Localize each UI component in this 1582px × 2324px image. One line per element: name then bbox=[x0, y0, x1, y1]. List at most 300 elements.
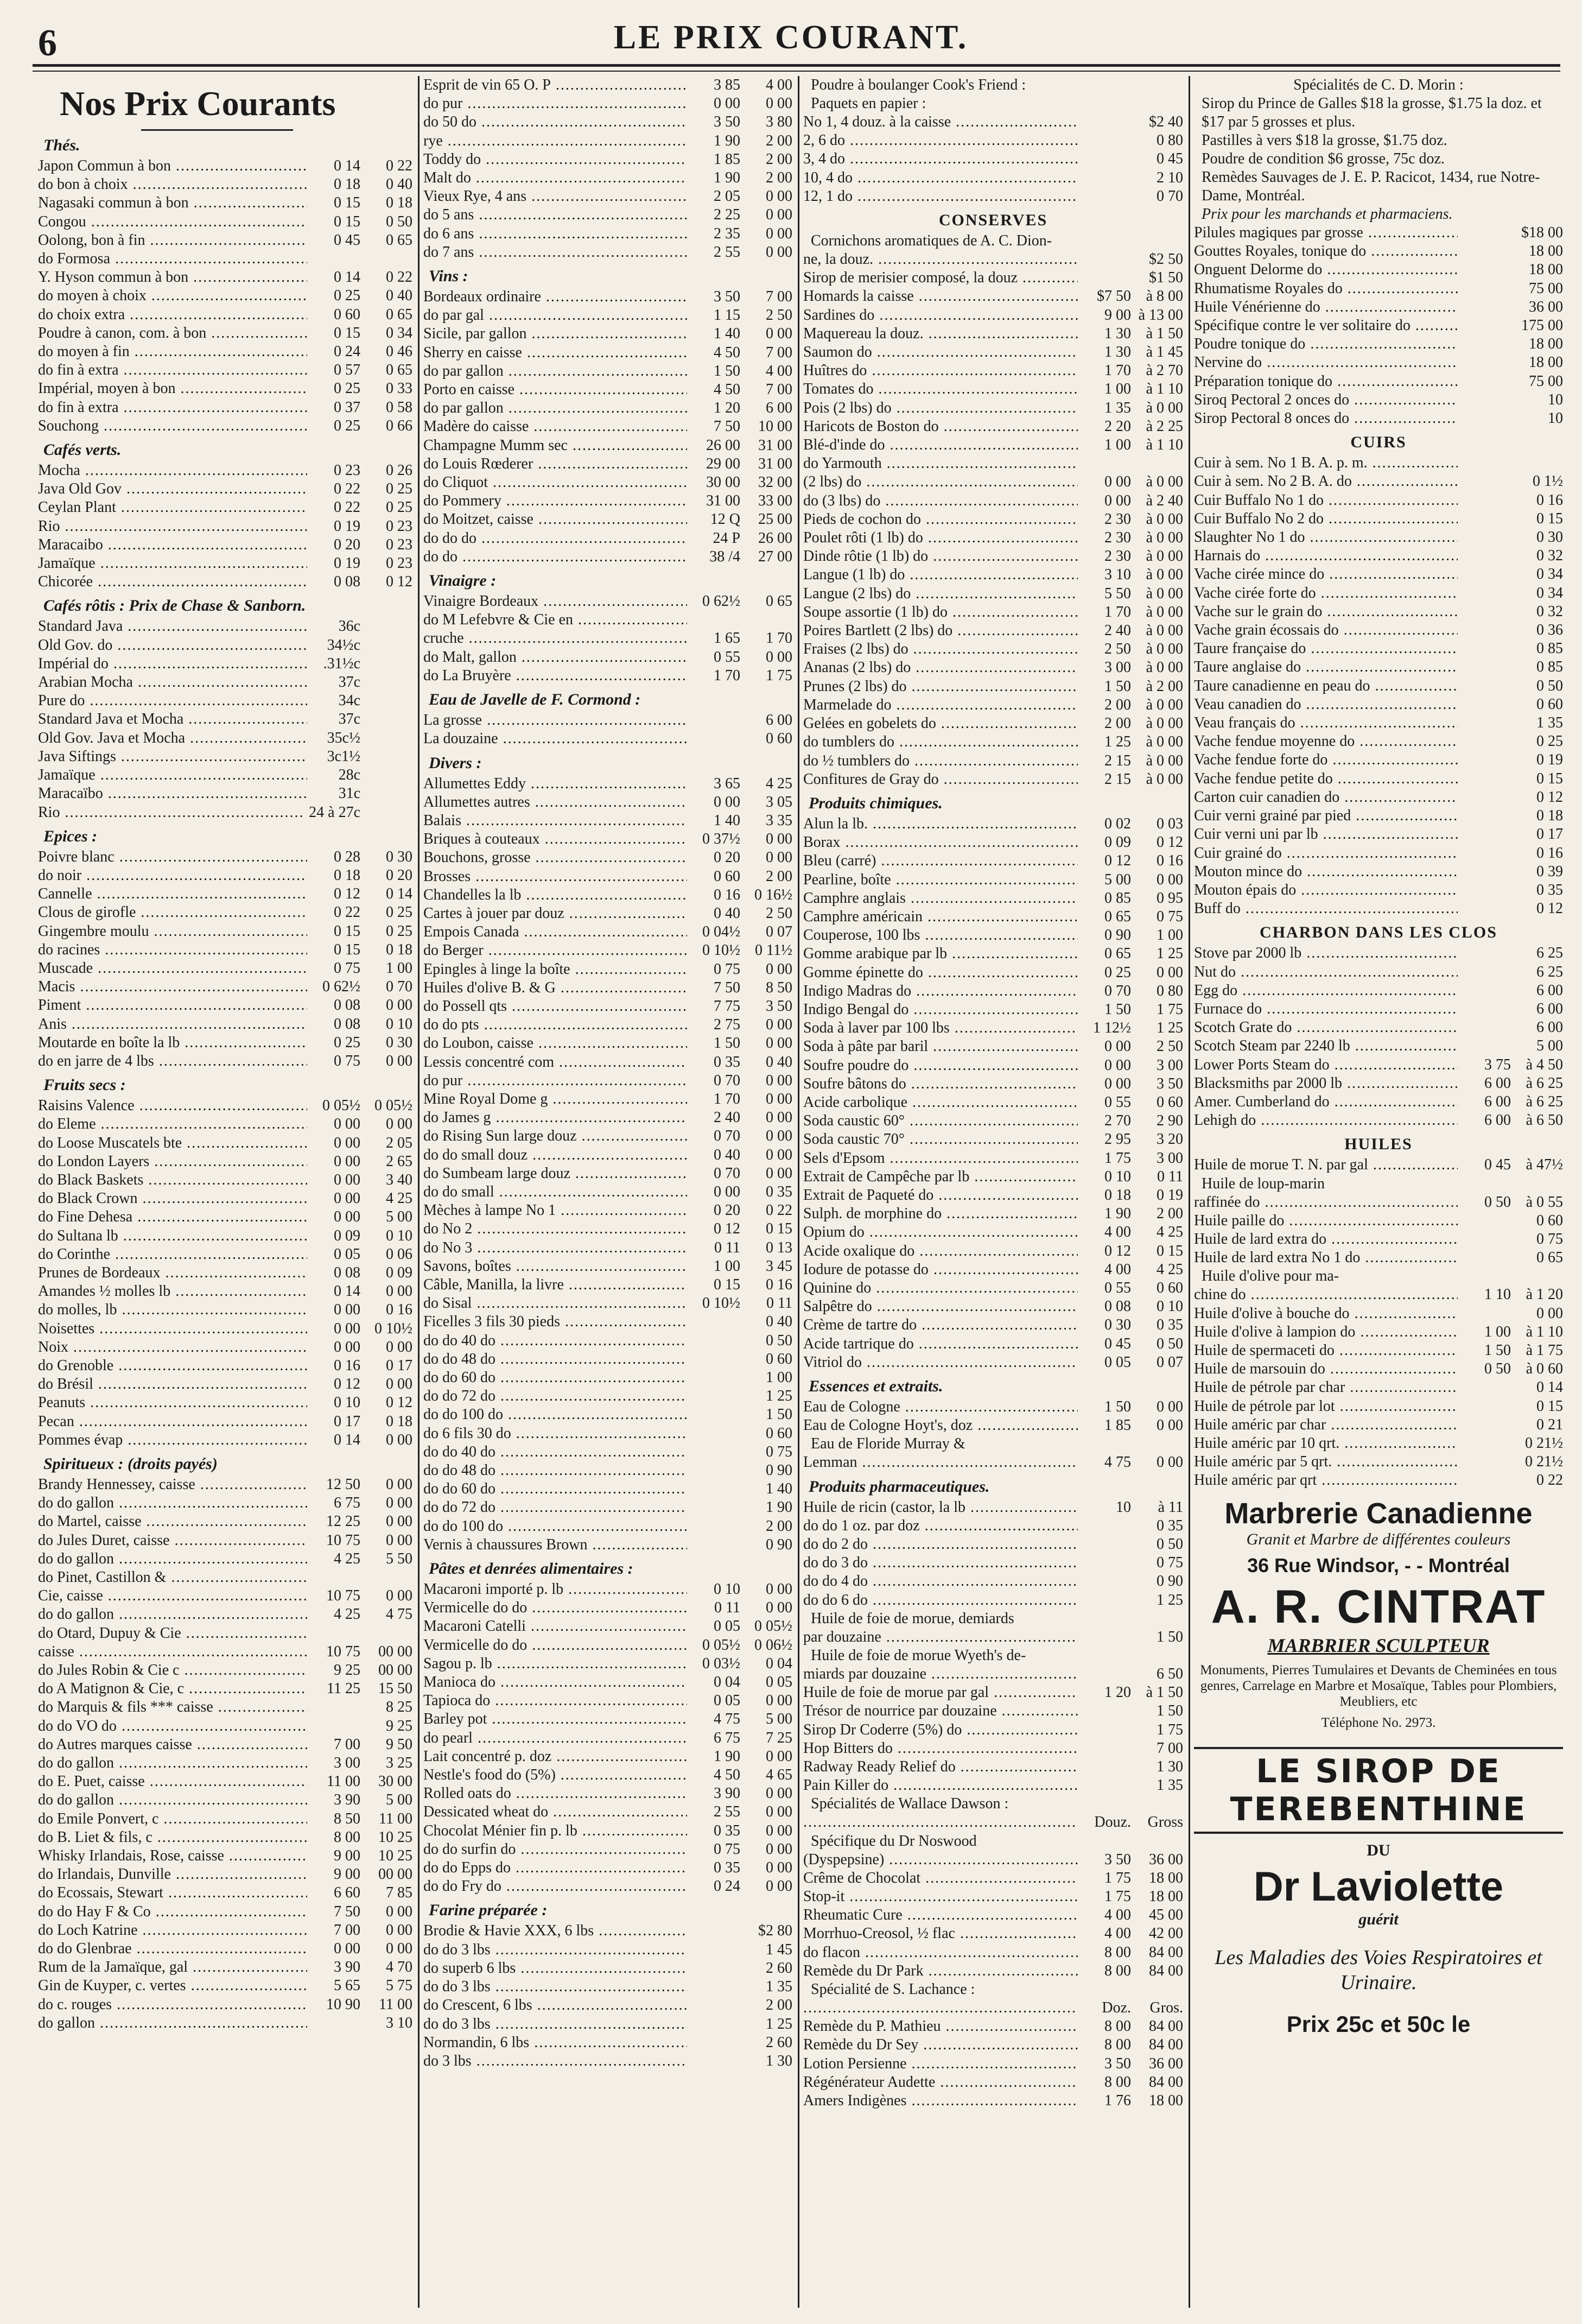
item-label: do No 3 ..... bbox=[423, 1239, 687, 1257]
price-row bbox=[1194, 963, 1563, 981]
item-label: Salpêtre do ..... bbox=[803, 1297, 1078, 1316]
item-label: do Brésil ..... bbox=[38, 1375, 307, 1394]
item-label: Prunes de Bordeaux ..... bbox=[38, 1264, 307, 1282]
price-row bbox=[423, 436, 792, 455]
price-row bbox=[38, 1394, 412, 1412]
price-row bbox=[423, 1729, 792, 1747]
price-row bbox=[1194, 1249, 1563, 1267]
price-row bbox=[803, 908, 1183, 926]
price-low: 34c bbox=[307, 692, 360, 710]
price-row bbox=[38, 1736, 412, 1754]
price-low: 1 20 bbox=[687, 399, 740, 417]
item-label: Vinaigre Bordeaux ..... bbox=[423, 592, 687, 611]
price-row bbox=[38, 866, 412, 885]
item-label: do do pts ..... bbox=[423, 1016, 687, 1034]
price-high: 0 21½ bbox=[1525, 1453, 1563, 1471]
price-high: 7 00 bbox=[766, 381, 792, 398]
price-high: 3 20 bbox=[1157, 1131, 1183, 1148]
item-label: Lait concentré p. doz ..... bbox=[423, 1747, 687, 1766]
price-low: 0 70 bbox=[1078, 982, 1131, 1000]
price-row bbox=[803, 1130, 1183, 1149]
price-high: 9 25 bbox=[386, 1717, 412, 1734]
item-label: Lower Ports Steam do ..... bbox=[1194, 1056, 1458, 1074]
item-label: Huile de pétrole par lot ..... bbox=[1194, 1397, 1458, 1416]
price-row bbox=[423, 455, 792, 473]
price-row bbox=[423, 1016, 792, 1034]
price-row bbox=[423, 648, 792, 667]
item-label: Vache cirée mince do ..... bbox=[1194, 565, 1458, 584]
price-high: 0 35 bbox=[1157, 1316, 1183, 1334]
item-label: Huile Vénérienne do ..... bbox=[1194, 298, 1458, 316]
item-label: Huile améric par 5 qrt. ..... bbox=[1194, 1453, 1458, 1471]
price-high: 2 50 bbox=[766, 904, 792, 922]
price-low: 3 10 bbox=[1078, 566, 1131, 584]
price-row bbox=[38, 1717, 412, 1736]
price-row bbox=[803, 1721, 1183, 1739]
price-row bbox=[38, 729, 412, 748]
price-high: à 0 00 bbox=[1146, 566, 1183, 584]
price-high: 0 10½ bbox=[374, 1320, 412, 1337]
item-label: do E. Puet, caisse ..... bbox=[38, 1772, 307, 1791]
price-row bbox=[803, 566, 1183, 584]
price-high: à 2 70 bbox=[1146, 362, 1183, 379]
item-label: do do 100 do ..... bbox=[423, 1405, 687, 1424]
price-row bbox=[38, 1152, 412, 1171]
item-label: do do 3 lbs ..... bbox=[423, 2015, 687, 2034]
item-label: do Emile Ponvert, c ..... bbox=[38, 1810, 307, 1828]
price-row bbox=[803, 945, 1183, 963]
item-label: Huile améric par qrt ..... bbox=[1194, 1471, 1458, 1490]
price-row bbox=[423, 1276, 792, 1294]
item-label: Mocha ..... bbox=[38, 461, 307, 480]
price-low: 10 90 bbox=[307, 1996, 360, 2014]
price-row bbox=[423, 150, 792, 169]
price-high: 6 25 bbox=[1536, 945, 1563, 962]
price-row bbox=[1194, 1305, 1563, 1323]
price-high: 84 00 bbox=[1149, 1943, 1183, 1961]
note-text: Spécialités de C. D. Morin : bbox=[1293, 77, 1464, 93]
price-row bbox=[423, 2034, 792, 2052]
item-label: miards par douzaine ..... bbox=[803, 1665, 1078, 1683]
item-label: Egg do ..... bbox=[1194, 981, 1458, 1000]
price-high: 0 03 bbox=[1157, 815, 1183, 832]
price-low: 0 12 bbox=[307, 1375, 360, 1394]
price-low: 1 50 bbox=[687, 1034, 740, 1053]
item-label: Saumon do ..... bbox=[803, 343, 1078, 362]
price-low: 7 50 bbox=[307, 1903, 360, 1921]
item-label: Sirop Dr Coderre (5%) do ..... bbox=[803, 1721, 1078, 1739]
price-high: 1 35 bbox=[766, 1978, 792, 1996]
price-high: à 0 00 bbox=[1146, 548, 1183, 565]
price-low: 1 90 bbox=[687, 1747, 740, 1766]
item-label bbox=[803, 1999, 1078, 2017]
item-label: do do 3 lbs ..... bbox=[423, 1978, 687, 1996]
price-high: 4 65 bbox=[766, 1766, 792, 1784]
price-row bbox=[423, 1480, 792, 1498]
price-low: 0 16 bbox=[307, 1357, 360, 1375]
price-low: 0 85 bbox=[1078, 889, 1131, 908]
item-label: do Sumbeam large douz ..... bbox=[423, 1164, 687, 1183]
price-row bbox=[38, 1568, 412, 1587]
price-low: 0 24 bbox=[687, 1877, 740, 1896]
price-low: 0 00 bbox=[307, 1301, 360, 1319]
price-row bbox=[803, 733, 1183, 751]
price-high: 4 70 bbox=[386, 1959, 412, 1976]
price-low: 24 P bbox=[687, 529, 740, 548]
price-low: 31c bbox=[307, 784, 360, 803]
price-low: 6 00 bbox=[1458, 1111, 1511, 1130]
price-low: 24 à 27c bbox=[304, 803, 360, 822]
price-row bbox=[803, 362, 1183, 380]
price-low: 2 00 bbox=[1078, 696, 1131, 714]
price-high: 0 04 bbox=[766, 1655, 792, 1672]
price-high: à 2 40 bbox=[1146, 492, 1183, 509]
price-low: 0 75 bbox=[307, 959, 360, 978]
price-row bbox=[803, 1093, 1183, 1112]
price-row bbox=[38, 978, 412, 996]
item-label: do choix extra ..... bbox=[38, 306, 307, 324]
price-row bbox=[803, 1758, 1183, 1776]
price-high: à 4 50 bbox=[1526, 1056, 1563, 1073]
price-row bbox=[38, 766, 412, 784]
price-high: 15 50 bbox=[378, 1680, 412, 1698]
item-label: do Crescent, 6 lbs ..... bbox=[423, 1996, 687, 2015]
price-row bbox=[423, 1877, 792, 1896]
price-high: 0 09 bbox=[386, 1264, 412, 1281]
price-row bbox=[38, 480, 412, 498]
price-low: 1 50 bbox=[1458, 1341, 1511, 1360]
price-high: 0 23 bbox=[386, 517, 412, 535]
price-low: 0 00 bbox=[687, 1183, 740, 1201]
item-label: Souchong ..... bbox=[38, 417, 307, 435]
item-label: Soda à pâte par baril ..... bbox=[803, 1037, 1078, 1056]
item-label: do tumblers do ..... bbox=[803, 733, 1078, 751]
price-row bbox=[803, 2017, 1183, 2036]
item-label: Sherry en caisse ..... bbox=[423, 344, 687, 362]
price-low: 0 14 bbox=[307, 268, 360, 287]
item-label: Soda caustic 60° ..... bbox=[803, 1112, 1078, 1130]
item-label: Vache cirée forte do ..... bbox=[1194, 584, 1458, 603]
price-low: 28c bbox=[307, 766, 360, 784]
price-high: 0 35 bbox=[1157, 1517, 1183, 1534]
price-low: 0 09 bbox=[1078, 833, 1131, 852]
price-high: 0 00 bbox=[386, 1531, 412, 1549]
ad-maladies: Les Maladies des Voies Respiratoires et Urinaire. bbox=[1215, 1946, 1542, 1994]
price-row bbox=[423, 362, 792, 381]
price-row bbox=[38, 692, 412, 710]
price-row bbox=[38, 1754, 412, 1772]
price-row bbox=[423, 225, 792, 243]
item-label: Cuir Buffalo No 1 do ..... bbox=[1194, 491, 1458, 510]
price-row bbox=[803, 1019, 1183, 1037]
price-row bbox=[423, 1034, 792, 1053]
price-low: 0 05 bbox=[687, 1617, 740, 1636]
item-label: do do 3 do ..... bbox=[803, 1554, 1078, 1572]
note-text: Huile de loup-marin bbox=[1202, 1175, 1325, 1192]
price-low: 0 45 bbox=[1078, 1335, 1131, 1353]
item-label: Gin de Kuyper, c. vertes ..... bbox=[38, 1977, 307, 1995]
price-row bbox=[1194, 1360, 1563, 1378]
price-high: 0 00 bbox=[386, 1338, 412, 1356]
section-heading: Farine préparée : bbox=[429, 1901, 548, 1920]
item-label: Soufre bâtons do ..... bbox=[803, 1075, 1078, 1093]
price-row bbox=[423, 775, 792, 793]
price-low: 3 85 bbox=[687, 76, 740, 94]
price-low: 11 25 bbox=[307, 1680, 360, 1698]
price-high: 0 25 bbox=[386, 922, 412, 940]
price-row bbox=[803, 889, 1183, 908]
price-high: 7 85 bbox=[386, 1884, 412, 1902]
price-high: Gros. bbox=[1149, 1999, 1183, 2017]
item-label: Cuir verni grainé par pied ..... bbox=[1194, 807, 1458, 825]
price-low: 0 23 bbox=[307, 461, 360, 480]
item-label: Savons, boîtes ..... bbox=[423, 1257, 687, 1276]
price-row bbox=[423, 399, 792, 417]
price-row bbox=[38, 655, 412, 673]
price-high: 6 00 bbox=[1536, 981, 1563, 999]
price-high: 84 00 bbox=[1149, 1962, 1183, 1979]
price-high: 3 35 bbox=[766, 812, 792, 829]
price-high: 0 00 bbox=[766, 1146, 792, 1163]
price-low: 37c bbox=[307, 673, 360, 692]
price-low: 0 00 bbox=[307, 1152, 360, 1171]
price-low: 0 14 bbox=[307, 157, 360, 175]
price-row bbox=[423, 1617, 792, 1636]
price-row bbox=[423, 1803, 792, 1821]
price-high: 0 35 bbox=[766, 1183, 792, 1200]
item-label: Amandes ½ molles lb ..... bbox=[38, 1282, 307, 1301]
price-high: 2 65 bbox=[386, 1152, 412, 1170]
item-label: Huile de marsouin do ..... bbox=[1194, 1360, 1458, 1378]
note-text: Sirop du Prince de Galles $18 la grosse, $1.75 la doz. et $17 par 5 grosses et plus. bbox=[1202, 95, 1542, 130]
price-row bbox=[423, 1941, 792, 1959]
item-label: Mouton mince do ..... bbox=[1194, 863, 1458, 881]
price-high: $2 50 bbox=[1149, 251, 1183, 268]
price-row bbox=[38, 1357, 412, 1375]
price-high: 0 00 bbox=[766, 95, 792, 112]
item-label: Japon Commun à bon ..... bbox=[38, 157, 307, 175]
price-row bbox=[1194, 1453, 1563, 1471]
price-high: 0 75 bbox=[766, 1443, 792, 1460]
price-low: 0 00 bbox=[1078, 1075, 1131, 1093]
item-label: Moutarde en boîte la lb ..... bbox=[38, 1034, 307, 1052]
price-high: 1 30 bbox=[1157, 1758, 1183, 1776]
item-label: do pearl ..... bbox=[423, 1729, 687, 1747]
price-low: 4 00 bbox=[1078, 1924, 1131, 1943]
price-high: 0 00 bbox=[766, 1109, 792, 1126]
price-low: 0 10 bbox=[307, 1394, 360, 1412]
price-low: 0 12 bbox=[1078, 852, 1131, 870]
price-row bbox=[38, 1847, 412, 1865]
price-row bbox=[423, 1109, 792, 1127]
price-high: 2 05 bbox=[386, 1134, 412, 1151]
item-label: Huile d'olive à bouche do ..... bbox=[1194, 1305, 1458, 1323]
price-high: 0 65 bbox=[386, 231, 412, 249]
price-high: 0 05½ bbox=[754, 1618, 792, 1635]
price-low: 0 00 bbox=[1078, 1037, 1131, 1056]
price-row bbox=[423, 812, 792, 830]
item-label: ne, la douz. ..... bbox=[803, 250, 1078, 269]
price-row bbox=[803, 926, 1183, 945]
item-label: Macis ..... bbox=[38, 978, 307, 996]
item-label: do 3 lbs ..... bbox=[423, 2052, 687, 2070]
note-text: Spécifique du Dr Noswood bbox=[811, 1832, 977, 1850]
price-row bbox=[803, 287, 1183, 306]
price-row bbox=[423, 2052, 792, 2070]
price-high: 75 00 bbox=[1529, 280, 1563, 297]
price-high: 0 90 bbox=[766, 1536, 792, 1553]
price-low: 1 70 bbox=[687, 1090, 740, 1109]
note-text: Spécialité de S. Lachance : bbox=[811, 1981, 975, 1998]
price-low: 0 19 bbox=[307, 517, 360, 536]
price-high: 0 00 bbox=[386, 1921, 412, 1939]
item-label: Taure française do ..... bbox=[1194, 639, 1458, 658]
price-row bbox=[1194, 621, 1563, 639]
item-label: Vache sur le grain do ..... bbox=[1194, 603, 1458, 621]
price-row bbox=[38, 517, 412, 536]
item-label: Vache fendue forte do ..... bbox=[1194, 751, 1458, 769]
price-high: 0 50 bbox=[386, 213, 412, 230]
price-low: 0 18 bbox=[307, 866, 360, 885]
price-row bbox=[38, 379, 412, 398]
price-low: 0 25 bbox=[307, 1034, 360, 1052]
price-low: 1 50 bbox=[1078, 1000, 1131, 1019]
price-row bbox=[38, 1034, 412, 1052]
item-label: Standard Java ..... bbox=[38, 617, 307, 636]
price-high: 18 00 bbox=[1149, 2092, 1183, 2110]
item-label: Pain Killer do ..... bbox=[803, 1776, 1078, 1795]
item-label: Esprit de vin 65 O. P ..... bbox=[423, 76, 687, 94]
price-low: 2 75 bbox=[687, 1016, 740, 1034]
note-text: Spécialités de Wallace Dawson : bbox=[811, 1795, 1009, 1813]
item-label: Tomates do ..... bbox=[803, 380, 1078, 398]
item-label: Jamaïque ..... bbox=[38, 554, 307, 573]
item-label: Ficelles 3 fils 30 pieds ..... bbox=[423, 1313, 687, 1331]
item-label: Crème de tartre do ..... bbox=[803, 1316, 1078, 1334]
price-low: 1 85 bbox=[687, 150, 740, 169]
price-row bbox=[1194, 472, 1563, 491]
price-row bbox=[38, 1512, 412, 1531]
ad-address: 36 Rue Windsor, - - Montréal bbox=[1247, 1554, 1510, 1576]
item-label: do do 72 do ..... bbox=[423, 1387, 687, 1405]
price-low: 2 95 bbox=[1078, 1130, 1131, 1149]
price-high: à 0 00 bbox=[1146, 715, 1183, 732]
price-low: 0 25 bbox=[1078, 964, 1131, 982]
price-low: 2 30 bbox=[1078, 510, 1131, 529]
price-high: 3 40 bbox=[386, 1171, 412, 1188]
price-low: 30 00 bbox=[687, 473, 740, 492]
item-label: do Yarmouth ..... bbox=[803, 454, 1078, 473]
price-high: 0 11 bbox=[766, 1295, 792, 1312]
price-low: 10 bbox=[1078, 1498, 1131, 1517]
price-row bbox=[423, 1072, 792, 1090]
price-low: 0 00 bbox=[687, 793, 740, 812]
price-high: 31 00 bbox=[758, 455, 792, 472]
price-high: 0 00 bbox=[766, 325, 792, 343]
price-low: 6 00 bbox=[1458, 1093, 1511, 1111]
price-row bbox=[38, 996, 412, 1015]
item-label: 12, 1 do ..... bbox=[803, 187, 1078, 206]
item-label: Pearline, boîte ..... bbox=[803, 871, 1078, 889]
price-low: 29 00 bbox=[687, 455, 740, 473]
price-row bbox=[423, 1127, 792, 1145]
price-high: 0 00 bbox=[766, 206, 792, 224]
price-high: 10 bbox=[1548, 391, 1563, 408]
price-high: 0 00 bbox=[766, 1692, 792, 1709]
item-label: Sicile, par gallon ..... bbox=[423, 325, 687, 343]
item-label: Cuir verni uni par lb ..... bbox=[1194, 825, 1458, 844]
price-low: 4 50 bbox=[687, 1766, 740, 1784]
item-label: do racines ..... bbox=[38, 941, 307, 959]
price-low: 3 75 bbox=[1458, 1056, 1511, 1074]
item-label: Cartes à jouer par douz ..... bbox=[423, 904, 687, 923]
item-label: Malt do ..... bbox=[423, 169, 687, 187]
price-low: 0 55 bbox=[687, 648, 740, 667]
price-row bbox=[1194, 1037, 1563, 1055]
item-label: do A Matignon & Cie, c ..... bbox=[38, 1680, 307, 1698]
item-label: do do 2 do ..... bbox=[803, 1535, 1078, 1554]
price-low: 0 50 bbox=[1458, 1360, 1511, 1378]
price-row bbox=[423, 1220, 792, 1238]
item-label: Vache fendue moyenne do ..... bbox=[1194, 732, 1458, 751]
item-label: La grosse ..... bbox=[423, 711, 687, 730]
price-low: 1 40 bbox=[687, 812, 740, 830]
price-high: 0 05½ bbox=[374, 1097, 412, 1114]
price-row bbox=[423, 2015, 792, 2034]
price-high: 0 00 bbox=[766, 1785, 792, 1802]
ad-trade: MARBRIER SCULPTEUR bbox=[1267, 1634, 1490, 1656]
price-high: 0 00 bbox=[766, 849, 792, 866]
column-rule-2 bbox=[798, 76, 799, 2308]
price-row bbox=[803, 677, 1183, 696]
price-low: 0 20 bbox=[307, 536, 360, 554]
price-low: 26 00 bbox=[687, 436, 740, 455]
item-label: Acide oxalique do ..... bbox=[803, 1242, 1078, 1261]
item-label: Remède du Dr Sey ..... bbox=[803, 2036, 1078, 2054]
item-label: Vermicelle do do ..... bbox=[423, 1636, 687, 1655]
item-label: do Martel, caisse ..... bbox=[38, 1512, 307, 1531]
price-high: 0 75 bbox=[1157, 908, 1183, 925]
item-label: Taure canadienne en peau do ..... bbox=[1194, 677, 1458, 695]
price-high: à 0 00 bbox=[1146, 399, 1183, 416]
price-low: 8 00 bbox=[307, 1828, 360, 1847]
price-row bbox=[1194, 807, 1563, 825]
price-high: 0 07 bbox=[766, 923, 792, 941]
section-heading: Thés. bbox=[43, 136, 80, 154]
price-high: 2 50 bbox=[1157, 1038, 1183, 1055]
item-label: Manioca do ..... bbox=[423, 1673, 687, 1692]
price-row bbox=[38, 1134, 412, 1152]
price-low: 0 25 bbox=[307, 417, 360, 435]
price-row bbox=[1194, 863, 1563, 881]
item-label: do do small douz ..... bbox=[423, 1146, 687, 1164]
price-low: 0 62½ bbox=[687, 592, 740, 611]
price-high: 0 65 bbox=[1536, 1249, 1563, 1267]
price-high: 1 25 bbox=[1157, 1019, 1183, 1037]
price-row bbox=[423, 492, 792, 510]
price-row bbox=[38, 398, 412, 417]
price-row bbox=[803, 1665, 1183, 1683]
price-row bbox=[38, 1605, 412, 1624]
item-label: Bouchons, grosse ..... bbox=[423, 848, 687, 867]
item-label: Dessicated wheat do ..... bbox=[423, 1803, 687, 1821]
price-low: 0 22 bbox=[307, 903, 360, 922]
price-high: à 1 10 bbox=[1146, 381, 1183, 398]
price-low: 12 50 bbox=[307, 1476, 360, 1494]
price-high: 42 00 bbox=[1149, 1925, 1183, 1942]
price-row bbox=[38, 1903, 412, 1921]
price-low: 0 55 bbox=[1078, 1279, 1131, 1297]
